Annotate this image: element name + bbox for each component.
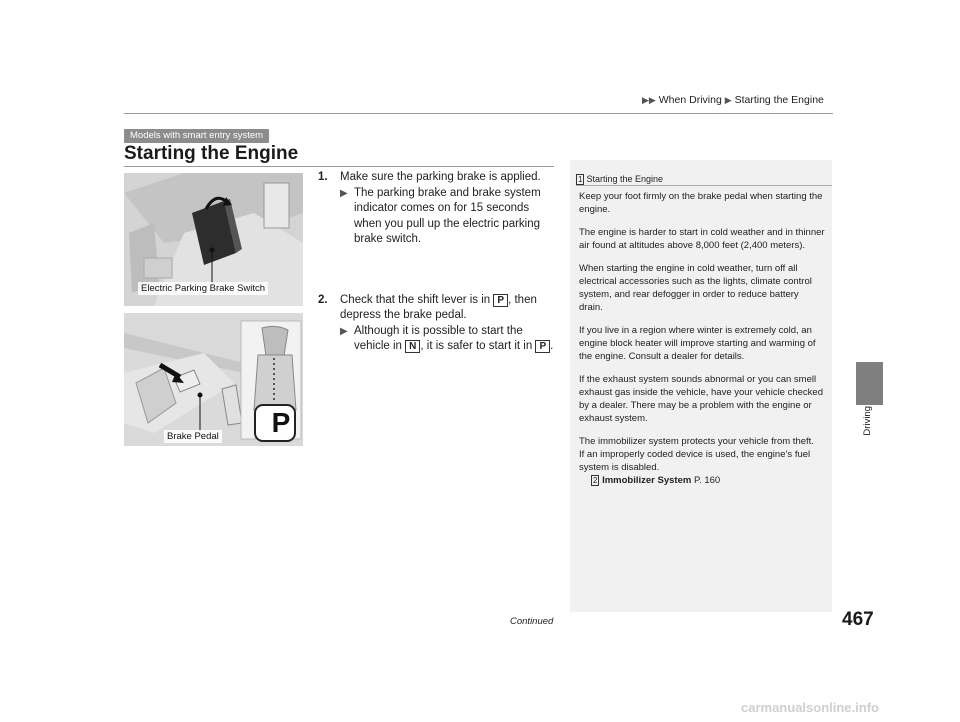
step-2-substep bbox=[340, 324, 558, 355]
step-2-subtext-c: . bbox=[550, 340, 554, 352]
step-2-text-a: Check that the shift lever is in bbox=[340, 293, 491, 306]
notes-body bbox=[579, 190, 825, 487]
models-badge: Models with smart entry system bbox=[124, 129, 269, 143]
step-1 bbox=[318, 170, 558, 248]
xref-page: P. 160 bbox=[693, 475, 721, 486]
page-title: Starting the Engine bbox=[124, 143, 299, 164]
page-number: 467 bbox=[842, 609, 874, 630]
key-n-icon: N bbox=[405, 340, 420, 353]
note-paragraph: If an improperly coded device is used, the engine’s fuel system is disabled. bbox=[579, 449, 811, 473]
fig2-caption: Brake Pedal bbox=[164, 430, 222, 443]
step-1-text: Make sure the parking brake is applied. bbox=[340, 171, 541, 183]
note-paragraph: If you live in a region where winter is extremely cold, an engine block heater will improve starting and warming of the engine. Consult a dealer for details. bbox=[579, 325, 816, 362]
key-p-icon: P bbox=[493, 294, 508, 307]
step-2-subtext-b: , it is safer to start it in bbox=[420, 340, 533, 352]
step-1-number: 1. bbox=[318, 171, 328, 183]
fig2-park-letter: P bbox=[271, 407, 291, 438]
parking-brake-illustration bbox=[124, 173, 303, 306]
chapter-tab-label: Driving bbox=[862, 406, 873, 436]
note-paragraph: Keep your foot firmly on the brake pedal when starting the engine. bbox=[579, 191, 823, 215]
xref-label: Immobilizer System bbox=[602, 475, 692, 486]
watermark: carmanualsonline.info bbox=[741, 700, 879, 715]
notes-title-text: Starting the Engine bbox=[586, 174, 664, 184]
step-2-subtext-a: Although it is possible to start the vehicle in bbox=[354, 324, 523, 352]
breadcrumb-arrow-icon: ▶ bbox=[724, 95, 732, 105]
step-2-number: 2. bbox=[318, 293, 328, 306]
title-divider bbox=[124, 166, 554, 167]
fig1-caption: Electric Parking Brake Switch bbox=[138, 282, 268, 295]
breadcrumb-arrow-icon: ▶▶ bbox=[642, 95, 656, 105]
note-paragraph: When starting the engine in cold weather, turn off all electrical accessories such as the lights, climate control system, and rear defogger in order to reduce battery drain. bbox=[579, 263, 812, 313]
brake-pedal-illustration bbox=[124, 313, 303, 446]
xref-arrow-icon: 2 bbox=[593, 476, 598, 485]
immobilizer-xref-link[interactable] bbox=[591, 474, 825, 487]
breadcrumb-item-starting-engine[interactable]: Starting the Engine bbox=[734, 94, 824, 106]
triangle-bullet-icon: ▶ bbox=[340, 325, 348, 337]
triangle-bullet-icon: ▶ bbox=[340, 187, 348, 199]
step-1-subtext: The parking brake and brake system indicator comes on for 15 seconds when you pull up the electric parking brake switch. bbox=[354, 186, 541, 245]
note-paragraph: The immobilizer system protects your vehicle from theft. bbox=[579, 436, 814, 447]
step-2 bbox=[318, 293, 558, 355]
step-2-text-b: , then depress the brake pedal. bbox=[340, 293, 537, 321]
note-paragraph: The engine is harder to start in cold weather and in thinner air found at altitudes above 8,000 feet (2,400 meters). bbox=[579, 227, 825, 251]
continued-label: Continued bbox=[510, 616, 554, 627]
breadcrumb-item-when-driving[interactable]: When Driving bbox=[658, 94, 722, 106]
breadcrumb bbox=[642, 94, 824, 106]
chapter-tab[interactable] bbox=[856, 362, 883, 405]
notes-title bbox=[576, 174, 663, 184]
note-marker-icon: 1 bbox=[578, 175, 583, 184]
key-p-icon: P bbox=[535, 340, 550, 353]
note-paragraph: If the exhaust system sounds abnormal or you can smell exhaust gas inside the vehicle, have your vehicle checked by a dealer. There may be a problem with the engine or exhaust system. bbox=[579, 374, 823, 424]
steps-list bbox=[318, 170, 558, 355]
header-divider bbox=[124, 113, 833, 114]
step-1-substep bbox=[340, 186, 558, 248]
notes-divider bbox=[576, 185, 832, 186]
